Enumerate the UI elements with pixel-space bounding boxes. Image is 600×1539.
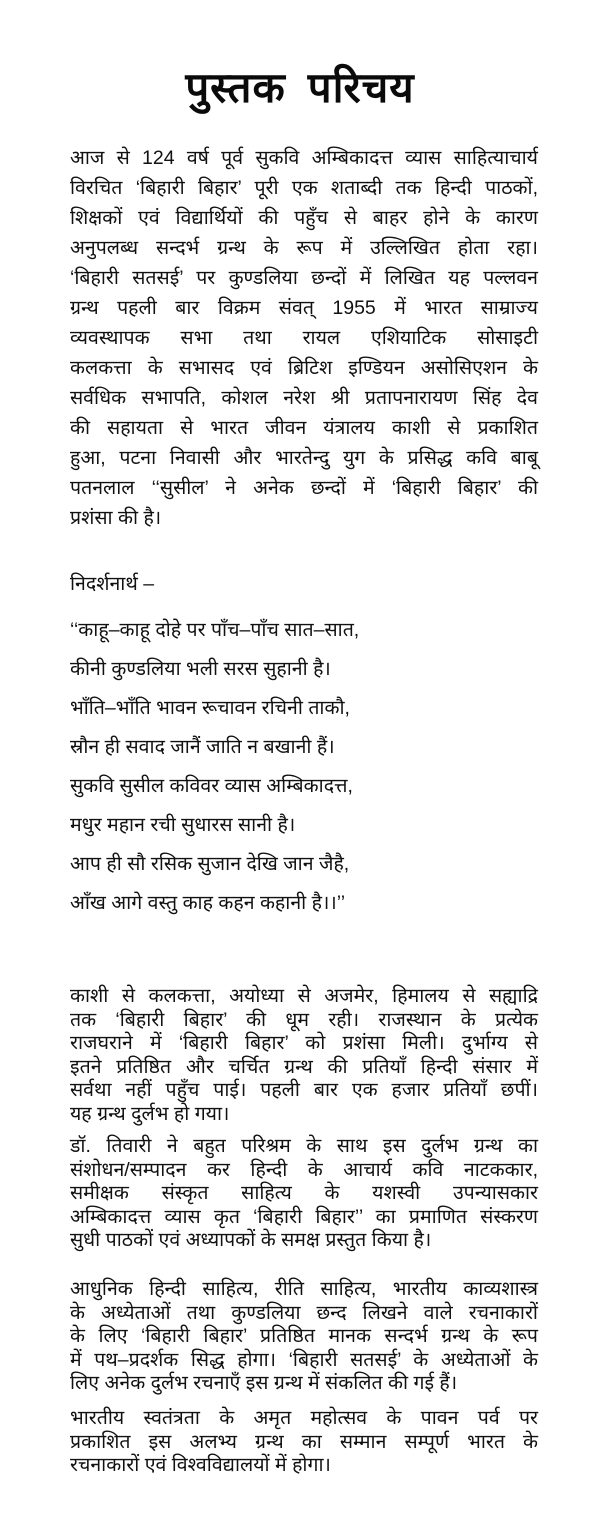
title-word-1: पुस्तक: [185, 63, 286, 113]
verse-line: कीनी कुण्डलिया भली सरस सुहानी है।: [70, 658, 331, 680]
popularity-paragraph: [70, 985, 538, 1126]
text-line: के अध्येताओं तथा कुण्डलिया छन्द लिखने वाले रचनाकारों: [70, 1301, 538, 1324]
text-line: की सहायता से भारत जीवन यंत्रालय काशी से प्रकाशित: [70, 417, 538, 439]
text-line: इतने प्रतिष्ठित और चर्चित ग्रन्थ की प्रतियाँ हिन्दी संसार में: [70, 1055, 538, 1078]
text-line: राजघराने में ‘बिहारी बिहार’ को प्रशंसा मिली। दुर्भाग्य से: [70, 1032, 538, 1054]
text-line: लिए अनेक दुर्लभ रचनाएँ इस ग्रन्थ में संकलित की गई हैं।: [70, 1372, 458, 1394]
text-line: आज से 124 वर्ष पूर्व सुकवि अम्बिकादत्त व्यास साहित्याचार्य: [70, 147, 538, 169]
text-line: आधुनिक हिन्दी साहित्य, रीति साहित्य, भारतीय काव्यशास्त्र: [70, 1278, 538, 1300]
verse-line: आँख आगे वस्तु काह कहन कहानी है।।’’: [70, 892, 346, 914]
text-line: सर्वथा नहीं पहुँच पाई। पहली बार एक हजार प्रतियाँ छपीं।: [70, 1079, 538, 1101]
verse-line: आप ही सौ रसिक सुजान देखि जान जैहै,: [70, 853, 350, 875]
text-line: रचनाकारों एवं विश्वविद्यालयों में होगा।: [70, 1454, 331, 1476]
editor-paragraph: [70, 1135, 538, 1253]
intro-paragraph: [70, 143, 538, 533]
significance-paragraph: [70, 1278, 538, 1396]
title-word-2: परिचय: [307, 63, 415, 113]
closing-paragraph: [70, 1407, 538, 1478]
text-line: सर्वधिक सभापति, कोशल नरेश श्री प्रतापनारायण सिंह देव: [70, 387, 538, 409]
text-line: हुआ, पटना निवासी और भारतेन्दु युग के प्रसिद्ध कवि बाबू: [70, 447, 538, 469]
verse-line: ‘‘काहू–काहू दोहे पर पाँच–पाँच सात–सात,: [70, 619, 360, 641]
text-line: अम्बिकादत्त व्यास कृत ‘बिहारी बिहार’’ का प्रमाणित संस्करण: [70, 1205, 538, 1228]
text-line: प्रकाशित इस अलभ्य ग्रन्थ का सम्मान सम्पूर्ण भारत के: [70, 1430, 538, 1453]
verse-line: भाँति–भाँति भावन रूचावन रचिनी ताकौ,: [70, 697, 350, 719]
text-line: कलकत्ता के सभासद एवं ब्रिटिश इण्डियन असोसिएशन के: [70, 357, 538, 379]
verse-line: मधुर महान रची सुधारस सानी है।: [70, 814, 296, 836]
text-line: पतनलाल ‘‘सुसील’ ने अनेक छन्दों में ‘बिहारी बिहार’ की: [70, 477, 538, 499]
text-line: संशोधन/सम्पादन कर हिन्दी के आचार्य कवि नाटककार,: [70, 1158, 538, 1181]
text-line: ग्रन्थ पहली बार विक्रम संवत् 1955 में भारत साम्राज्य: [70, 297, 538, 319]
text-line: सुधी पाठकों एवं अध्यापकों के समक्ष प्रस्तुत किया है।: [70, 1229, 432, 1251]
text-line: काशी से कलकत्ता, अयोध्या से अजमेर, हिमालय से सह्याद्रि: [70, 985, 538, 1007]
verse-line: सुकवि सुसील कविवर व्यास अम्बिकादत्त,: [70, 775, 353, 797]
text-line: डॉ. तिवारी ने बहुत परिश्रम के साथ इस दुर्लभ ग्रन्थ का: [70, 1135, 538, 1157]
text-line: में पथ–प्रदर्शक सिद्ध होगा। ‘बिहारी सतसई’ के अध्येताओं के: [70, 1348, 538, 1371]
text-line: ‘बिहारी सतसई’ पर कुण्डलिया छन्दों में लिखित यह पल्लवन: [70, 267, 538, 289]
text-line: अनुपलब्ध सन्दर्भ ग्रन्थ के रूप में उल्लिखित होता रहा।: [70, 237, 538, 259]
text-line: व्यवस्थापक सभा तथा रायल एशियाटिक सोसाइटी: [70, 327, 538, 349]
text-line: प्रशंसा की है।: [70, 507, 162, 529]
text-line: विरचित ‘बिहारी बिहार’ पूरी एक शताब्दी तक हिन्दी पाठकों,: [70, 177, 538, 199]
text-line: शिक्षकों एवं विद्यार्थियों की पहुँच से बाहर होने के कारण: [70, 207, 538, 229]
text-line: भारतीय स्वतंत्रता के अमृत महोत्सव के पावन पर्व पर: [70, 1407, 538, 1429]
text-line: के लिए ‘बिहारी बिहार’ प्रतिष्ठित मानक सन्दर्भ ग्रन्थ के रूप: [70, 1325, 538, 1347]
text-line: समीक्षक संस्कृत साहित्य के यशस्वी उपन्यासकार: [70, 1182, 538, 1204]
text-line: तक ‘बिहारी बिहार’ की धूम रही। राजस्थान के प्रत्येक: [70, 1008, 538, 1031]
verse-line: स्रौन ही सवाद जानैं जाति न बखानी हैं।: [70, 736, 335, 758]
example-label: निदर्शनार्थ –: [70, 573, 155, 595]
page-title: [0, 58, 600, 115]
text-line: यह ग्रन्थ दुर्लभ हो गया।: [70, 1102, 230, 1125]
verse-block: [70, 565, 538, 923]
